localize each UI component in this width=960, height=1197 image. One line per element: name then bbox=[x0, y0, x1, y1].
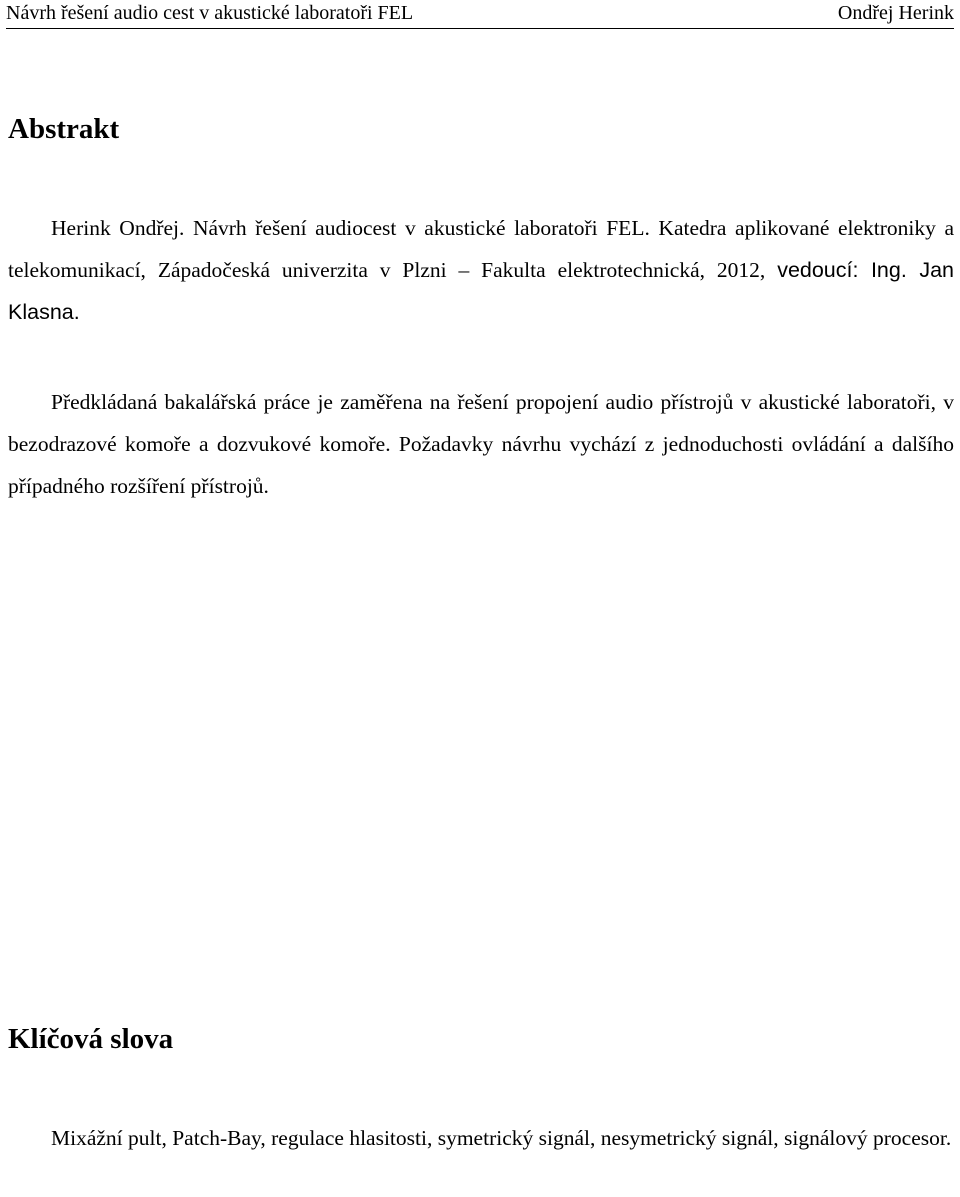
keywords-heading: Klíčová slova bbox=[8, 1023, 174, 1055]
abstract-text: Předkládaná bakalářská práce je zaměřena na řešení propojení audio přístrojů v akustické laboratoři, v bezodrazové komoře a dozvukové komoře. Požadavky návrhu vychází z jednoduchosti ovládání a dalšího případného rozšíření přístrojů. bbox=[8, 390, 954, 498]
abstract-citation bbox=[8, 207, 954, 333]
citation-text: Herink Ondřej. Návrh řešení audiocest v akustické laboratoři FEL. Katedra aplikované elektroniky a telekomunikací, Západočeská univerzita v Plzni – Fakulta elektrotechnická, 2012, bbox=[8, 216, 954, 282]
keywords-text: Mixážní pult, Patch-Bay, regulace hlasitosti, symetrický signál, nesymetrický signál, signálový procesor. bbox=[51, 1126, 952, 1150]
header-author: Ondřej Herink bbox=[837, 2, 954, 24]
abstract-heading: Abstrakt bbox=[8, 113, 120, 145]
header-title: Návrh řešení audio cest v akustické laboratoři FEL bbox=[6, 2, 414, 24]
page-header bbox=[6, 0, 954, 29]
supervisor-text: vedoucí: Ing. Jan Klasna. bbox=[8, 258, 954, 324]
